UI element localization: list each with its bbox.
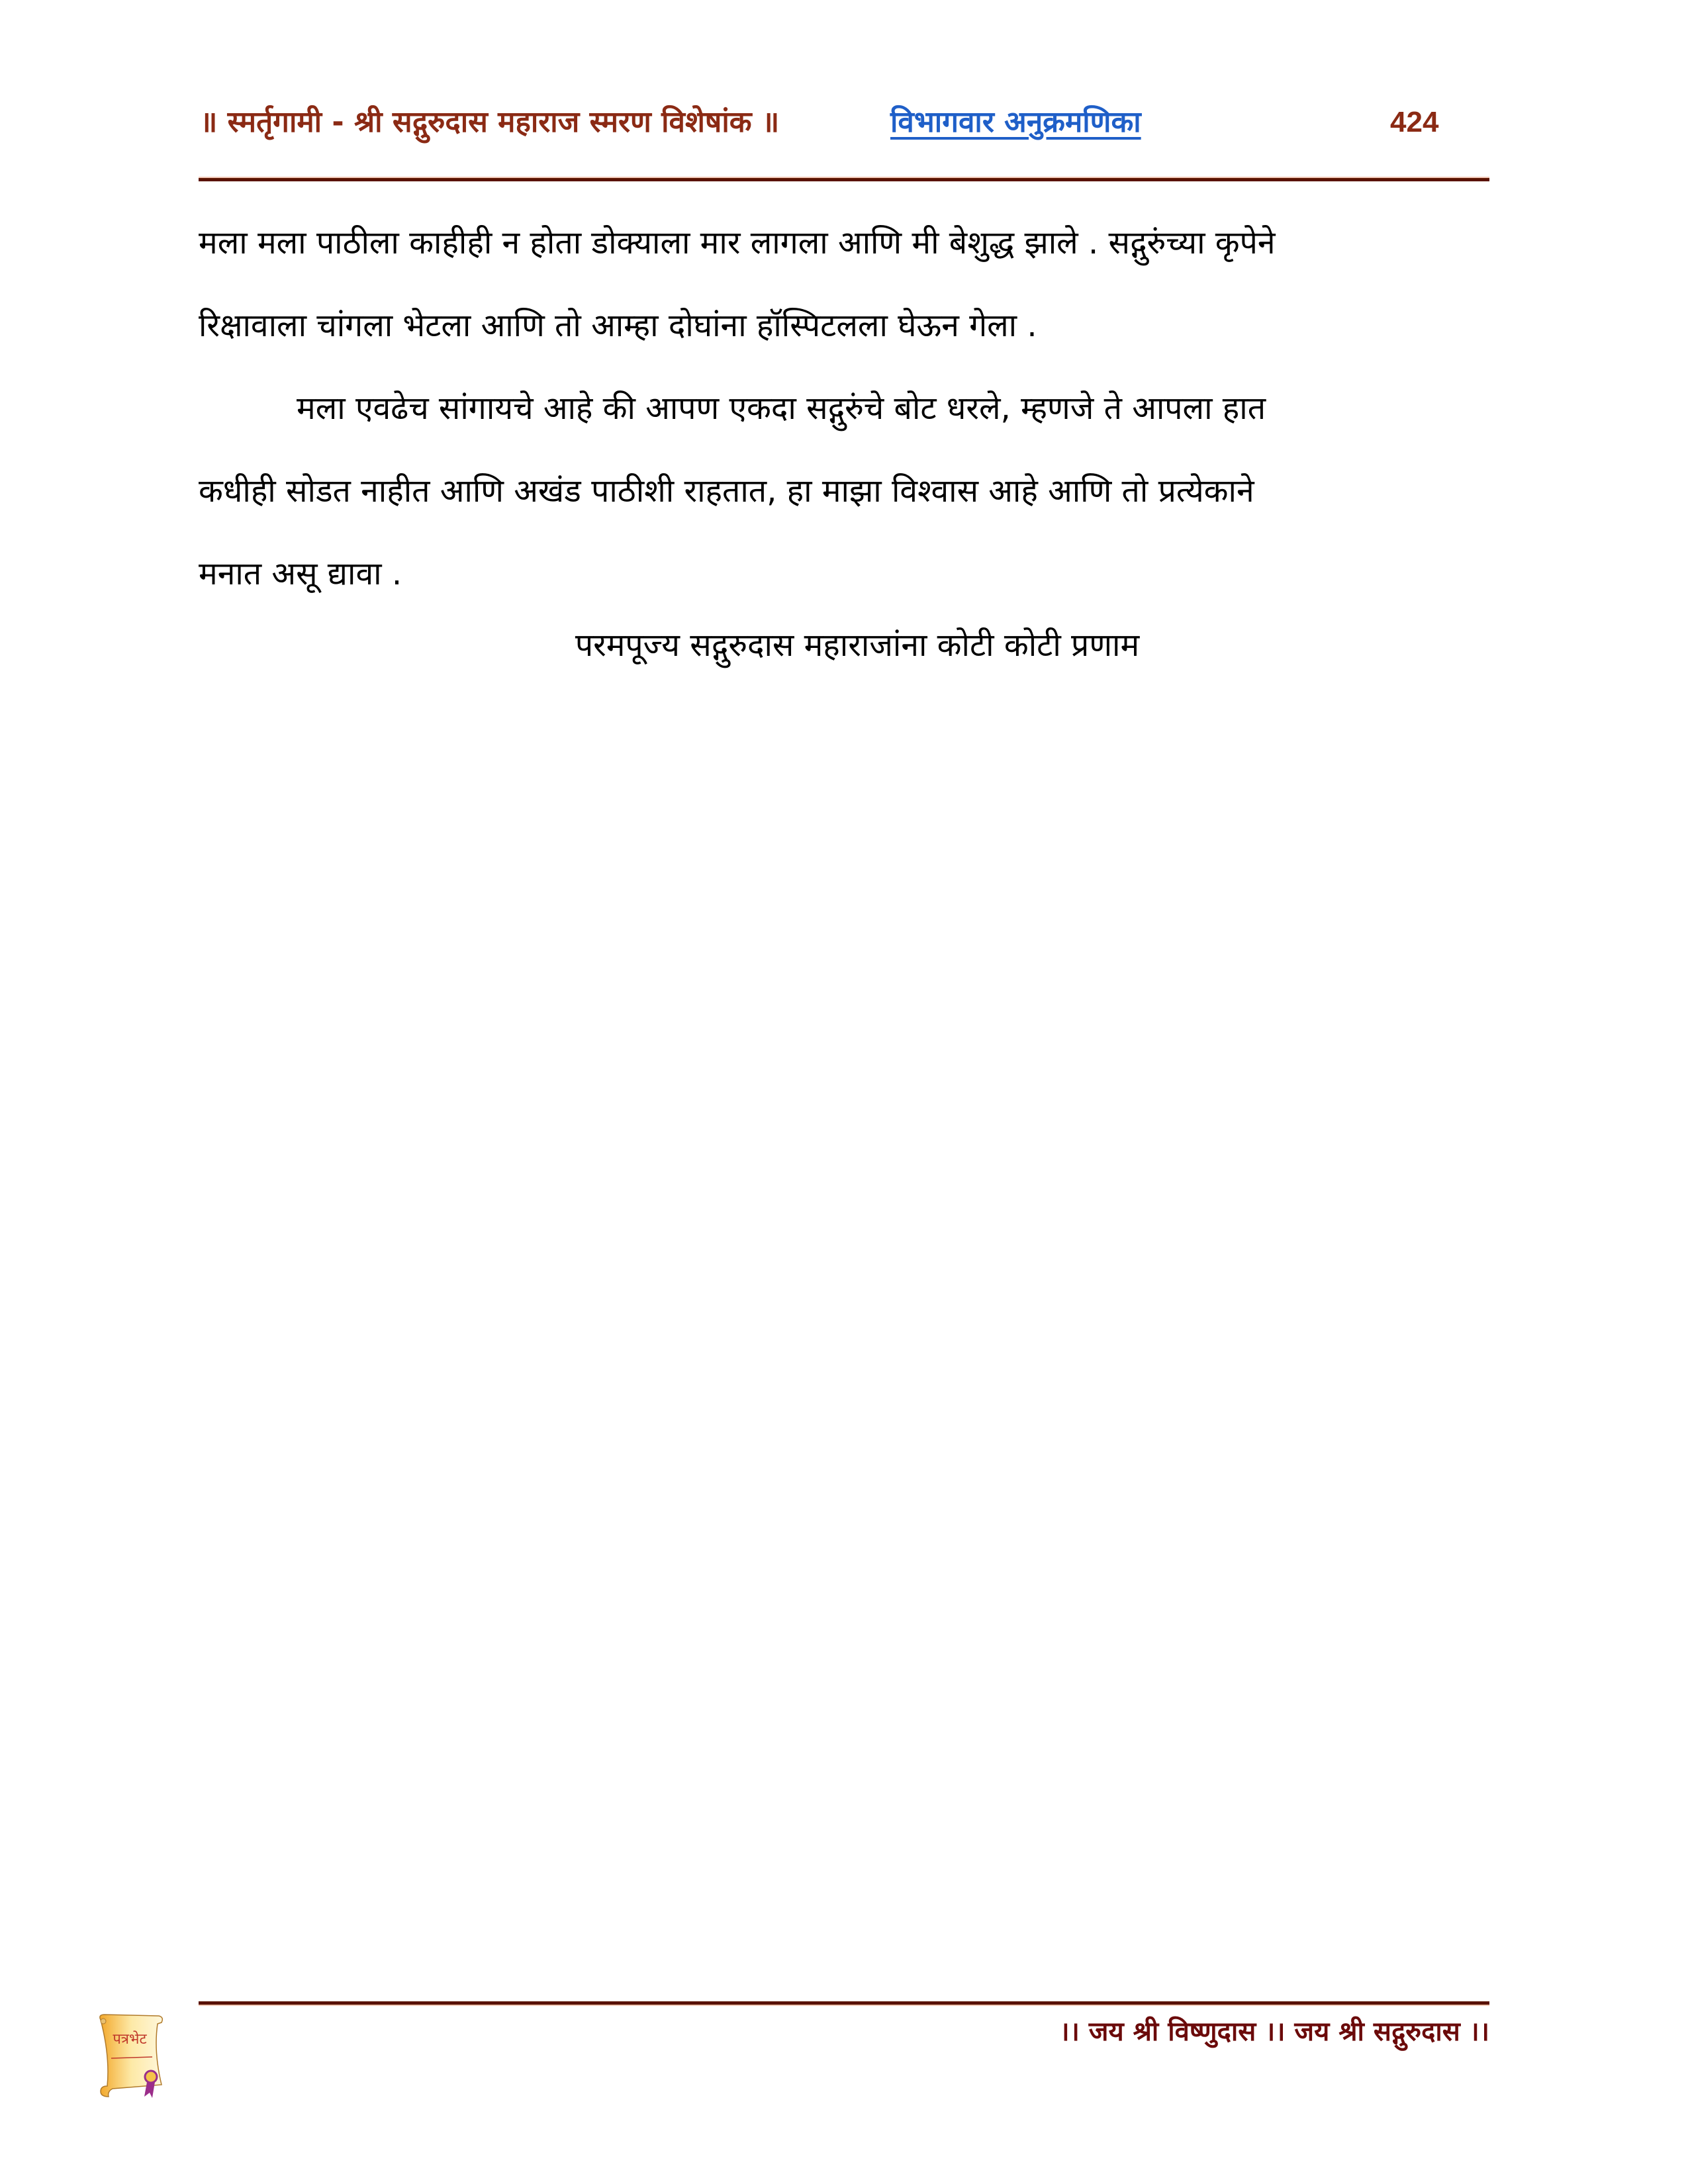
body-text xyxy=(199,202,1489,615)
body-line: कधीही सोडत नाहीत आणि अखंड पाठीशी राहतात, हा माझा विश्वास आहे आणि तो प्रत्येकाने xyxy=(199,473,1254,510)
footer-divider xyxy=(199,2001,1489,2005)
section-index-link[interactable]: विभागवार अनुक्रमणिका xyxy=(890,105,1141,139)
closing-salutation: परमपूज्य सद्गुरुदास महाराजांना कोटी कोटी प्रणाम xyxy=(575,627,1140,664)
scroll-logo-icon xyxy=(93,2012,172,2101)
header-divider xyxy=(199,178,1489,181)
body-line: रिक्षावाला चांगला भेटला आणि तो आम्हा दोघांना हॉस्पिटलला घेऊन गेला . xyxy=(199,307,1037,344)
footer-tagline: ।। जय श्री विष्णुदास ।। जय श्री सद्गुरुदास ।। xyxy=(1059,2017,1489,2047)
body-line: मला एवढेच सांगायचे आहे की आपण एकदा सद्गुरुंचे बोट धरले, म्हणजे ते आपला हात xyxy=(297,390,1266,427)
svg-text:पत्रभेट: पत्रभेट xyxy=(113,2031,147,2048)
body-line: मला मला पाठीला काहीही न होता डोक्याला मार लागला आणि मी बेशुद्ध झाले . सद्गुरुंच्या कृपेने xyxy=(199,224,1276,261)
body-line: मनात असू द्यावा . xyxy=(199,555,402,592)
page-number: 424 xyxy=(1390,106,1439,138)
document-title: ॥ स्मर्तृगामी - श्री सद्गुरुदास महाराज स्मरण विशेषांक ॥ xyxy=(200,105,780,139)
